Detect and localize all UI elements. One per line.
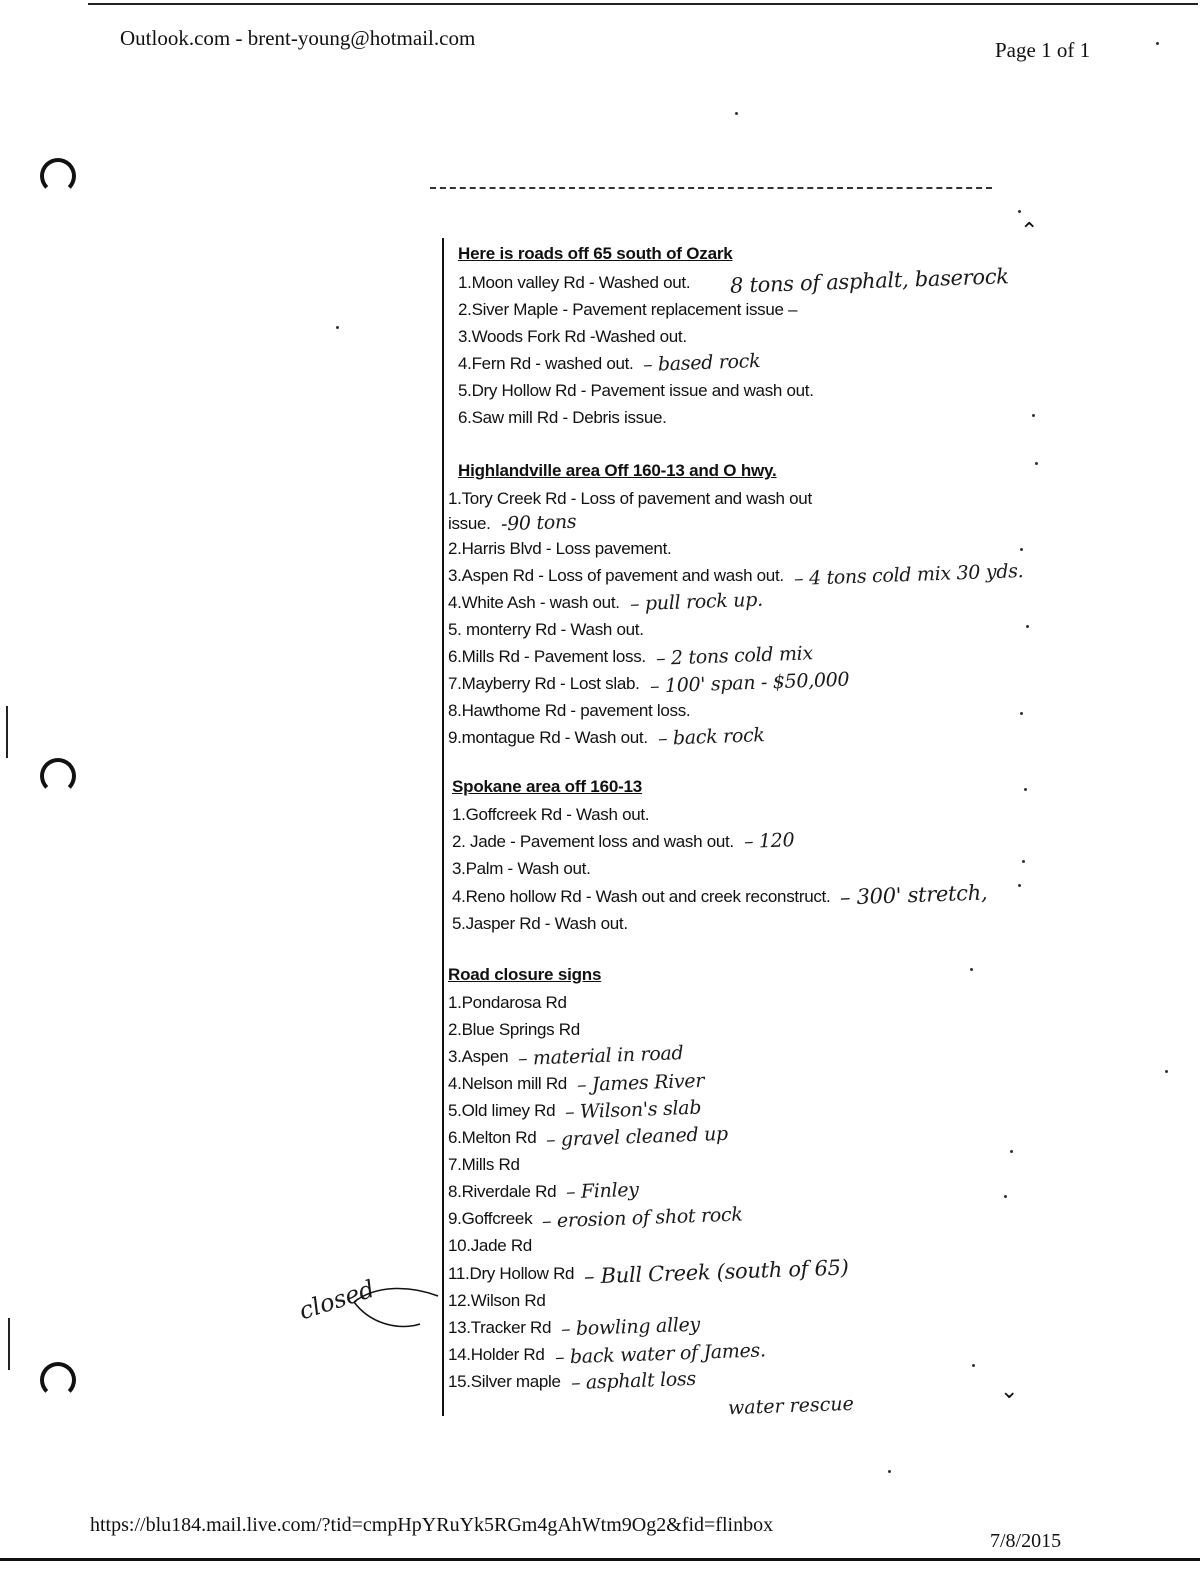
- handwritten-note: – erosion of shot rock: [541, 1203, 744, 1233]
- item-text: 2. Jade - Pavement loss and wash out.: [452, 832, 734, 851]
- section-title: Spokane area off 160-13: [452, 777, 643, 796]
- item-text: 8.Riverdale Rd: [448, 1182, 557, 1201]
- item-text: 11.Dry Hollow Rd: [448, 1264, 575, 1283]
- item-text: 9.Goffcreek: [448, 1209, 533, 1228]
- list-item: [448, 1097, 1166, 1124]
- handwritten-note: – based rock: [643, 349, 762, 377]
- scan-speck: [1010, 1150, 1013, 1153]
- item-text: issue.: [448, 514, 491, 533]
- page-indicator: Page 1 of 1: [995, 38, 1091, 62]
- binder-hole-icon: [40, 758, 76, 794]
- scan-speck: [1018, 884, 1021, 887]
- list-item: [448, 670, 1166, 697]
- handwritten-note: – back water of James.: [554, 1339, 766, 1369]
- binder-hole-icon: [40, 158, 76, 194]
- list-item: [448, 1124, 1166, 1151]
- list-item: [458, 264, 1166, 298]
- item-text: 9.montague Rd - Wash out.: [448, 728, 648, 747]
- item-text: 5.Old limey Rd: [448, 1101, 556, 1120]
- section-title: Highlandville area Off 160-13 and O hwy.: [458, 461, 777, 480]
- list-item: [448, 1070, 1166, 1097]
- list-item: [448, 1287, 1166, 1314]
- list-item: [448, 512, 1166, 535]
- handwritten-note: – Finley: [565, 1178, 640, 1204]
- arrow-icon: [352, 1282, 442, 1332]
- footer-url: https://blu184.mail.live.com/?tid=cmpHpYRuYk5RGm4gAhWtm9Og2&fid=flinbox: [90, 1514, 774, 1536]
- handwritten-note: – Wilson's slab: [564, 1096, 702, 1124]
- scan-speck: [888, 1470, 891, 1473]
- list-item: [458, 323, 1166, 350]
- section-title: Road closure signs: [448, 965, 602, 984]
- item-text: 1.Pondarosa Rd: [448, 993, 567, 1012]
- list-item: [448, 589, 1166, 616]
- scan-speck: [1022, 860, 1025, 863]
- item-text: 4.Reno hollow Rd - Wash out and creek reconstruct.: [452, 887, 831, 906]
- item-text: 4.Nelson mill Rd: [448, 1074, 567, 1093]
- list-item: [458, 350, 1166, 377]
- scan-speck: [1032, 414, 1035, 417]
- list-item: [448, 1151, 1166, 1178]
- item-text: 6.Melton Rd: [448, 1128, 537, 1147]
- list-item: [448, 1016, 1166, 1043]
- item-text: 1.Goffcreek Rd - Wash out.: [452, 805, 650, 824]
- list-item: [448, 485, 1166, 512]
- list-item: [452, 828, 1166, 855]
- section-road-closure-signs: [446, 965, 1166, 1420]
- handwritten-margin-note: closed: [295, 1274, 378, 1326]
- list-item: [452, 910, 1166, 937]
- item-text: 12.Wilson Rd: [448, 1291, 546, 1310]
- item-text: 2.Blue Springs Rd: [448, 1020, 580, 1039]
- message-body: [446, 240, 1166, 1420]
- list-item: [448, 562, 1166, 589]
- list-item: [448, 724, 1166, 751]
- item-text: 3.Woods Fork Rd -Washed out.: [458, 327, 687, 346]
- handwritten-note: – 100' span - $50,000: [649, 668, 850, 698]
- scan-speck: [972, 1364, 975, 1367]
- page-bottom-border: [0, 1558, 1200, 1561]
- handwritten-note: 8 tons of asphalt, baserock: [729, 264, 1010, 298]
- section-title: Here is roads off 65 south of Ozark: [458, 244, 733, 263]
- scan-speck: [1026, 625, 1029, 628]
- item-text: 6.Mills Rd - Pavement loss.: [448, 647, 646, 666]
- scan-speck: [1035, 462, 1038, 465]
- handwritten-note: – bowling alley: [560, 1313, 701, 1341]
- chevron-down-icon: ⌄: [1000, 1378, 1019, 1403]
- list-item: [448, 1178, 1166, 1205]
- scan-speck: [1004, 1195, 1007, 1198]
- item-text: 2.Harris Blvd - Loss pavement.: [448, 539, 672, 558]
- scan-speck: [1165, 1070, 1168, 1073]
- handwritten-note: – 120: [743, 829, 795, 853]
- handwritten-note: – 4 tons cold mix 30 yds.: [793, 560, 1024, 590]
- item-text: 4.White Ash - wash out.: [448, 593, 620, 612]
- scan-speck: [336, 326, 339, 329]
- list-item: [452, 855, 1166, 882]
- handwritten-note: – 2 tons cold mix: [655, 642, 814, 670]
- list-item: [448, 1314, 1166, 1341]
- quote-bar: [442, 238, 444, 1416]
- handwritten-note: – pull rock up.: [629, 588, 763, 616]
- chevron-up-icon: ⌃: [1020, 218, 1039, 243]
- item-text: 1.Moon valley Rd - Washed out.: [458, 273, 691, 292]
- list-item: [448, 697, 1166, 724]
- handwritten-note: – back rock: [657, 724, 765, 750]
- list-item: [448, 535, 1166, 562]
- list-item: [448, 1341, 1166, 1368]
- page-top-border: [88, 3, 1198, 5]
- handwritten-note: -90 tons: [500, 510, 577, 536]
- list-item: [448, 989, 1166, 1016]
- scan-speck: [1018, 210, 1021, 213]
- section-highlandville: [446, 461, 1166, 751]
- margin-mark: [8, 1318, 10, 1370]
- list-item: [448, 616, 1166, 643]
- handwritten-note: – material in road: [517, 1042, 684, 1070]
- list-item: [458, 296, 1166, 323]
- item-text: 6.Saw mill Rd - Debris issue.: [458, 408, 667, 427]
- item-text: 7.Mills Rd: [448, 1155, 520, 1174]
- list-item: [448, 1368, 1166, 1395]
- list-item: [448, 1205, 1166, 1232]
- handwritten-note: – gravel cleaned up: [546, 1122, 729, 1152]
- item-text: 5.Dry Hollow Rd - Pavement issue and wash out.: [458, 381, 814, 400]
- scan-speck: [1024, 788, 1027, 791]
- list-item: [452, 882, 1166, 910]
- item-text: 10.Jade Rd: [448, 1236, 532, 1255]
- scan-speck: [1020, 712, 1023, 715]
- handwritten-note: – James River: [576, 1069, 705, 1097]
- item-text: 13.Tracker Rd: [448, 1318, 552, 1337]
- item-text: 3.Palm - Wash out.: [452, 859, 591, 878]
- margin-mark: [6, 706, 8, 758]
- item-text: 2.Siver Maple - Pavement replacement issue –: [458, 300, 798, 319]
- list-item: [458, 377, 1166, 404]
- divider: [430, 187, 992, 189]
- scan-speck: [970, 968, 973, 971]
- section-spokane: [446, 777, 1166, 937]
- list-item: [448, 643, 1166, 670]
- item-text: 14.Holder Rd: [448, 1345, 545, 1364]
- item-text: 15.Silver maple: [448, 1372, 561, 1391]
- list-item: [448, 1043, 1166, 1070]
- list-item: [458, 404, 1166, 431]
- email-account-header: Outlook.com - brent-young@hotmail.com: [120, 26, 476, 50]
- item-text: 5. monterry Rd - Wash out.: [448, 620, 644, 639]
- item-text: 1.Tory Creek Rd - Loss of pavement and wash out: [448, 489, 812, 508]
- scan-speck: [1156, 42, 1159, 45]
- item-text: 3.Aspen Rd - Loss of pavement and wash out.: [448, 566, 784, 585]
- handwritten-note: water rescue: [727, 1392, 855, 1420]
- handwritten-note: – Bull Creek (south of 65): [583, 1255, 850, 1289]
- scan-speck: [735, 112, 738, 115]
- section-roads-off-65: [446, 244, 1166, 431]
- list-item: [452, 801, 1166, 828]
- item-text: 3.Aspen: [448, 1047, 509, 1066]
- handwritten-note: – asphalt loss: [570, 1367, 696, 1395]
- scan-speck: [1020, 548, 1023, 551]
- footer-date: 7/8/2015: [990, 1530, 1062, 1552]
- list-item: [448, 1255, 1166, 1289]
- binder-hole-icon: [40, 1362, 76, 1398]
- item-text: 4.Fern Rd - washed out.: [458, 354, 634, 373]
- item-text: 7.Mayberry Rd - Lost slab.: [448, 674, 640, 693]
- handwritten-note: – 300' stretch,: [840, 880, 989, 910]
- item-text: 8.Hawthome Rd - pavement loss.: [448, 701, 691, 720]
- item-text: 5.Jasper Rd - Wash out.: [452, 914, 628, 933]
